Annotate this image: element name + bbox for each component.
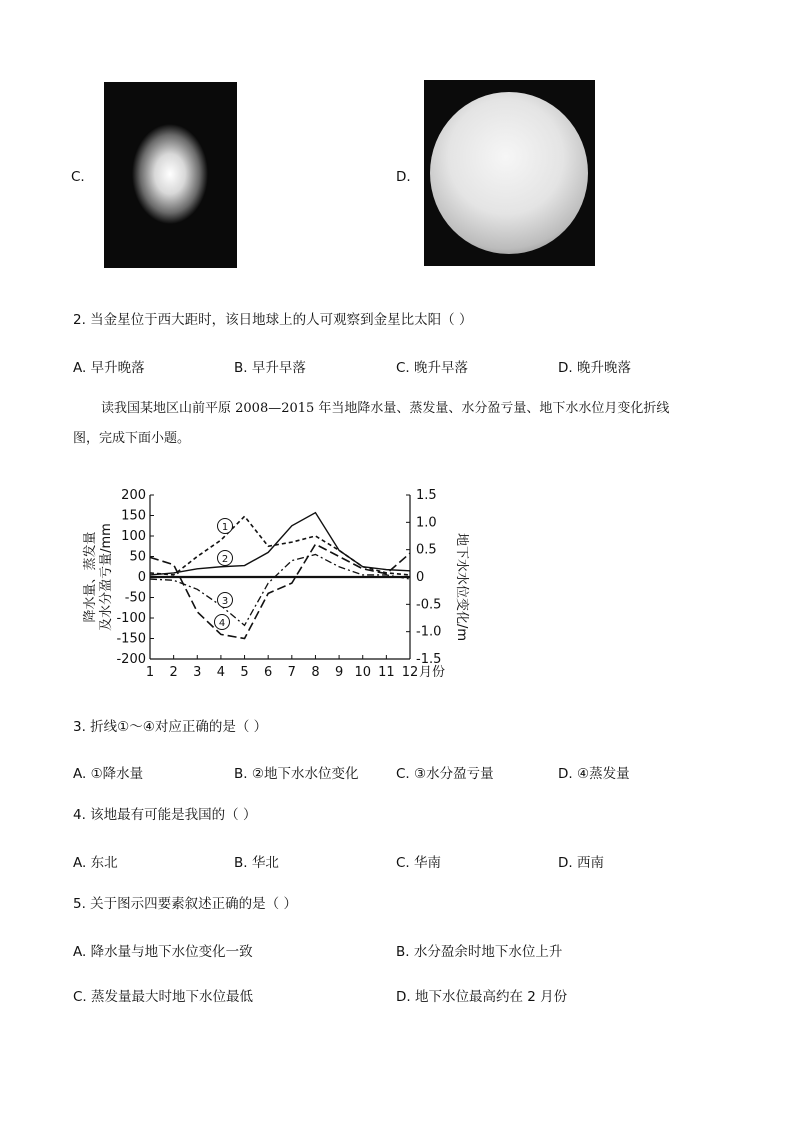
x-tick-label: 7	[287, 665, 296, 680]
left-tick-label: -200	[116, 652, 146, 667]
right-tick-label: 0.5	[416, 542, 437, 558]
q3-option-c[interactable]: C. ③水分盈亏量	[396, 766, 494, 782]
series-line-3	[150, 554, 410, 625]
left-tick-label: -100	[116, 611, 146, 626]
q5-option-c[interactable]: C. 蒸发量最大时地下水位最低	[73, 989, 254, 1005]
left-axis-title-line-2: 及水分盈亏量/mm	[99, 523, 114, 631]
q4-option-a[interactable]: A. 东北	[73, 855, 118, 871]
q2-option-a[interactable]: A. 早升晚落	[73, 360, 145, 376]
left-tick-label: -50	[124, 590, 146, 606]
q3-option-b[interactable]: B. ②地下水水位变化	[234, 766, 359, 782]
right-tick-label: -1.5	[416, 652, 442, 667]
chart-series-group	[150, 513, 410, 639]
right-tick-label: 0	[416, 570, 425, 585]
right-tick-label: -0.5	[416, 597, 442, 613]
q2-option-b[interactable]: B. 早升早落	[234, 360, 306, 376]
left-tick-label: 150	[121, 508, 146, 524]
x-tick-label: 4	[216, 665, 226, 680]
question-4-stem: 4. 该地最有可能是我国的（ ）	[73, 807, 257, 823]
q4-option-c[interactable]: C. 华南	[396, 855, 442, 871]
q2-option-d[interactable]: D. 晚升晚落	[558, 360, 631, 376]
right-tick-label: -1.0	[416, 624, 442, 640]
series-label-3: 3	[221, 596, 229, 607]
venus-disk	[430, 92, 588, 254]
option-c-label: C.	[71, 169, 85, 185]
q4-option-b[interactable]: B. 华北	[234, 855, 279, 871]
series-line-1	[150, 516, 410, 575]
q5-option-b[interactable]: B. 水分盈余时地下水位上升	[396, 944, 563, 960]
x-tick-label: 2	[169, 665, 178, 680]
x-tick-label: 9	[334, 665, 344, 680]
x-tick-label: 6	[264, 665, 273, 680]
x-tick-label: 1	[145, 665, 155, 680]
x-tick-label: 10	[354, 665, 372, 680]
left-tick-label: 200	[121, 488, 146, 503]
venus-phase-image-c	[104, 82, 237, 268]
reading-intro-line-1: 读我国某地区山前平原 2008—2015 年当地降水量、蒸发量、水分盈亏量、地下水水位月变化折线	[101, 401, 670, 416]
series-label-4: 4	[218, 618, 226, 629]
chart-axes	[116, 488, 445, 680]
left-tick-label: 50	[129, 549, 146, 565]
series-line-4	[150, 544, 410, 638]
series-label-1: 1	[221, 522, 229, 533]
q3-option-a[interactable]: A. ①降水量	[73, 766, 144, 782]
x-tick-label: 5	[240, 665, 249, 680]
q5-option-a[interactable]: A. 降水量与地下水位变化一致	[73, 944, 253, 960]
left-tick-label: 0	[137, 570, 146, 585]
x-tick-label: 8	[311, 665, 320, 680]
reading-intro-line-2: 图，完成下面小题。	[73, 431, 191, 446]
q3-option-d[interactable]: D. ④蒸发量	[558, 766, 630, 782]
question-5-stem: 5. 关于图示四要素叙述正确的是（ ）	[73, 896, 297, 912]
x-tick-label: 3	[193, 665, 202, 680]
question-2-stem: 2. 当金星位于西大距时，该日地球上的人可观察到金星比太阳（ ）	[73, 312, 473, 328]
right-tick-label: 1.5	[416, 488, 437, 503]
x-tick-label: 11	[378, 665, 395, 680]
right-tick-label: 1.0	[416, 515, 437, 531]
x-tick-label: 12	[401, 665, 419, 680]
option-d-label: D.	[396, 169, 411, 185]
q2-option-c[interactable]: C. 晚升早落	[396, 360, 469, 376]
question-3-stem: 3. 折线①～④对应正确的是（ ）	[73, 719, 268, 735]
series-line-2	[150, 513, 410, 575]
series-label-2: 2	[221, 554, 229, 565]
q5-option-d[interactable]: D. 地下水位最高约在 2 月份	[396, 989, 568, 1005]
q4-option-d[interactable]: D. 西南	[558, 855, 604, 871]
left-tick-label: -150	[116, 631, 146, 647]
left-axis-title-line-1: 降水量、蒸发量	[83, 531, 98, 623]
water-balance-line-chart	[70, 482, 480, 694]
venus-phase-image-d	[424, 80, 595, 266]
x-axis-unit: 月份	[419, 665, 446, 680]
left-tick-label: 100	[121, 529, 146, 544]
right-axis-title: 地下水水位变化/m	[454, 532, 469, 642]
